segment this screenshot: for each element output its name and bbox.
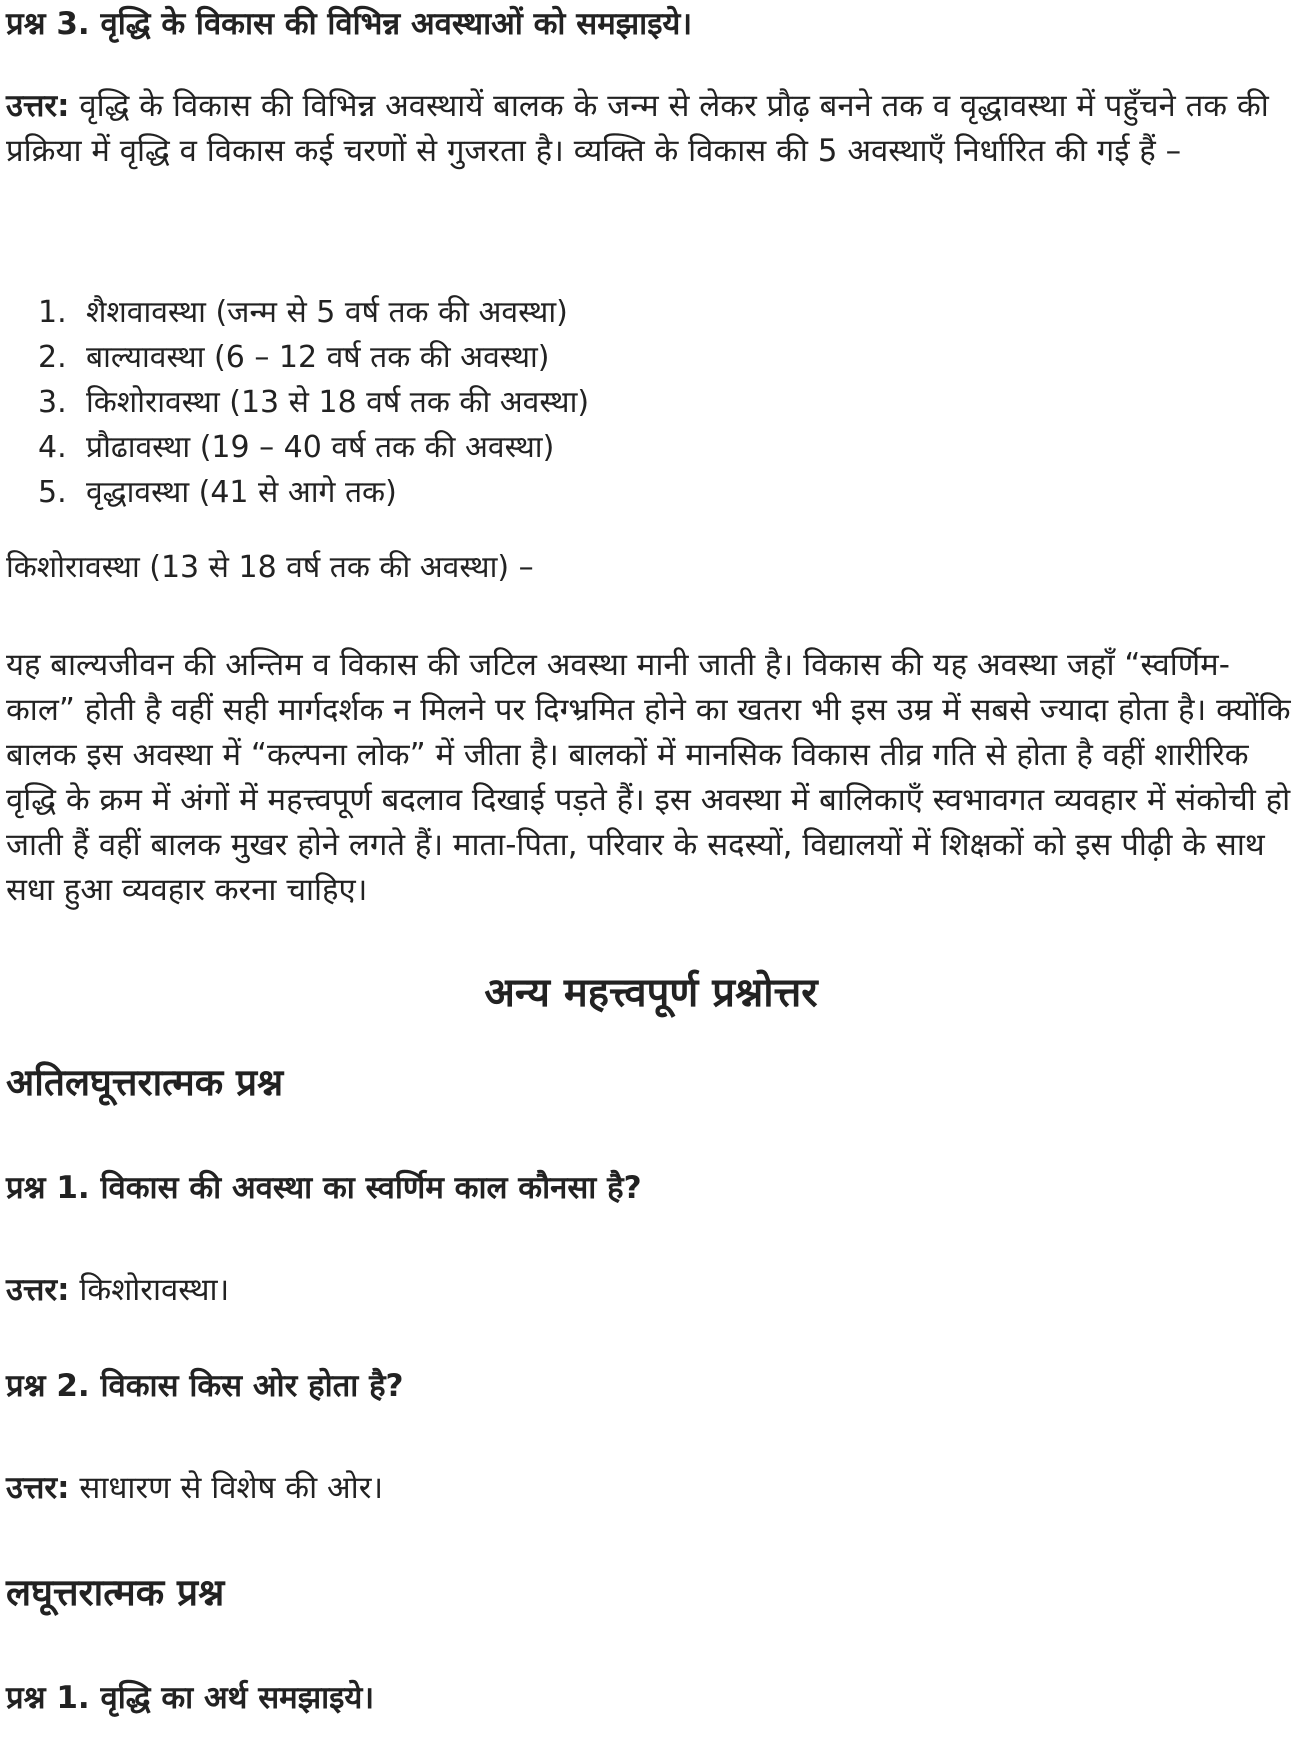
section-title: अन्य महत्त्वपूर्ण प्रश्नोत्तर bbox=[484, 970, 818, 1016]
very-short-answer-1: उत्तर: किशोरावस्था। bbox=[6, 1272, 230, 1308]
answer-label: उत्तर: bbox=[6, 1272, 70, 1308]
answer-label: उत्तर: bbox=[6, 88, 70, 124]
very-short-question-1: प्रश्न 1. विकास की अवस्था का स्वर्णिम काल कौनसा है? bbox=[6, 1170, 642, 1206]
question-3-answer bbox=[6, 84, 1296, 174]
list-item: 5. वृद्धावस्था (41 से आगे तक) bbox=[38, 475, 397, 510]
list-item: 2. बाल्यावस्था (6 – 12 वर्ष तक की अवस्था) bbox=[38, 340, 550, 375]
adolescence-paragraph: यह बाल्यजीवन की अन्तिम व विकास की जटिल अवस्था मानी जाती है। विकास की यह अवस्था जहाँ “स्वर्णिम-काल” होती है वहीं सही मार्गदर्शक न मिलने पर दिग्भ्रमित होने का खतरा भी इस उम्र में सबसे ज्यादा होता है। क्योंकि बालक इस अवस्था में “कल्पना लोक” में जीता है। बालकों में मानसिक विकास तीव्र गति से होता है वहीं शारीरिक वृद्धि के क्रम में अंगों में महत्त्वपूर्ण बदलाव दिखाई पड़ते हैं। इस अवस्था में बालिकाएँ स्वभावगत व्यवहार में संकोची हो जाती हैं वहीं बालक मुखर होने लगते हैं। माता-पिता, परिवार के सदस्यों, विद्यालयों में शिक्षकों को इस पीढ़ी के साथ सधा हुआ व्यवहार करना चाहिए। bbox=[6, 647, 1291, 908]
very-short-answer-2: उत्तर: साधारण से विशेष की ओर। bbox=[6, 1470, 384, 1506]
short-questions-heading: लघूत्तरात्मक प्रश्न bbox=[6, 1571, 225, 1614]
very-short-questions-heading: अतिलघूत्तरात्मक प्रश्न bbox=[6, 1061, 284, 1104]
short-question-1: प्रश्न 1. वृद्धि का अर्थ समझाइये। bbox=[6, 1680, 375, 1716]
list-item: 3. किशोरावस्था (13 से 18 वर्ष तक की अवस्था) bbox=[38, 385, 590, 420]
development-stages-list bbox=[6, 290, 589, 515]
very-short-question-2: प्रश्न 2. विकास किस ओर होता है? bbox=[6, 1368, 404, 1404]
list-item: 4. प्रौढावस्था (19 – 40 वर्ष तक की अवस्था) bbox=[38, 430, 555, 465]
list-item: 1. शैशवावस्था (जन्म से 5 वर्ष तक की अवस्था) bbox=[38, 295, 568, 330]
question-3-heading: प्रश्न 3. वृद्धि के विकास की विभिन्न अवस्थाओं को समझाइये। bbox=[6, 6, 693, 42]
adolescence-heading: किशोरावस्था (13 से 18 वर्ष तक की अवस्था) – bbox=[6, 550, 534, 585]
answer-label: उत्तर: bbox=[6, 1470, 70, 1506]
answer-text: वृद्धि के विकास की विभिन्न अवस्थायें बालक के जन्म से लेकर प्रौढ़ बनने तक व वृद्धावस्था में पहुँचने तक की प्रक्रिया में वृद्धि व विकास कई चरणों से गुजरता है। व्यक्ति के विकास की 5 अवस्थाएँ निर्धारित की गई हैं – bbox=[6, 88, 1269, 169]
